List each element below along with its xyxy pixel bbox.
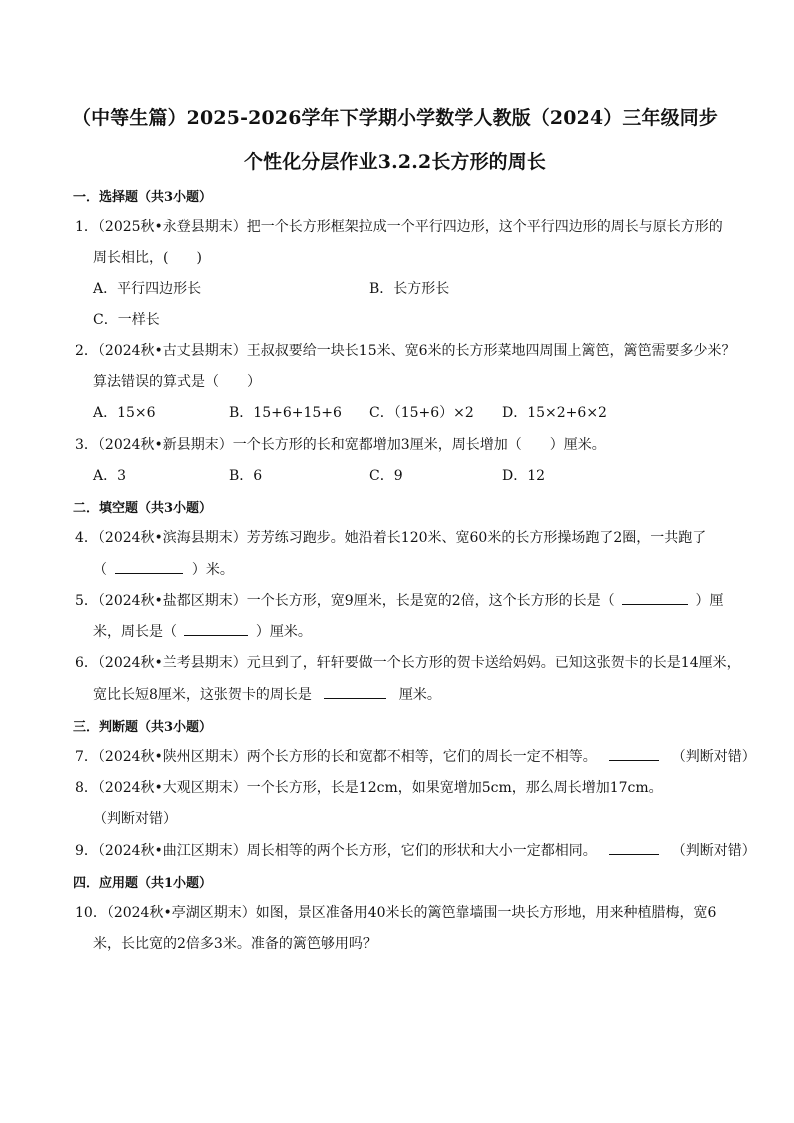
question-2-line2: 算法错误的算式是（ ） bbox=[93, 374, 261, 390]
question-6-answer-blank[interactable] bbox=[324, 686, 386, 699]
question-10-line2: 米，长比宽的2倍多3米。准备的篱笆够用吗？ bbox=[93, 936, 377, 952]
question-6-line2 bbox=[93, 684, 441, 704]
question-6-line1: 6．（2024秋•兰考县期末）元旦到了，轩轩要做一个长方形的贺卡送给妈妈。已知这张贺卡的长是14厘米， bbox=[75, 655, 741, 671]
question-7-text: 7．（2024秋•陕州区期末）两个长方形的长和宽都不相等，它们的周长一定不相等。 bbox=[75, 749, 597, 765]
question-7-tail: （判断对错） bbox=[671, 749, 756, 765]
question-8-line1: 8．（2024秋•大观区期末）一个长方形，长是12cm，如果宽增加5cm，那么周长增加17cm。 bbox=[75, 780, 663, 796]
question-9-answer-blank[interactable] bbox=[609, 842, 659, 855]
question-5-line2 bbox=[93, 621, 312, 641]
question-6-text-a: 宽比长短8厘米，这张贺卡的周长是 bbox=[93, 687, 312, 703]
question-1-option-b[interactable]: B．长方形长 bbox=[369, 281, 450, 297]
question-3-line1: 3．（2024秋•新县期末）一个长方形的长和宽都增加3厘米，周长增加（ ）厘米。 bbox=[75, 437, 606, 453]
section-heading-application: 四．应用题（共1小题） bbox=[73, 876, 213, 891]
question-5-line1 bbox=[75, 590, 724, 610]
question-2-option-c[interactable]: C．（15+6）×2 bbox=[369, 405, 474, 421]
question-2-line1: 2．（2024秋•古丈县期末）王叔叔要给一块长15米、宽6米的长方形菜地四周围上篱笆，篱笆需要多少米？ bbox=[75, 343, 736, 359]
question-5-text-c: 米，周长是（ bbox=[93, 624, 177, 640]
question-4-line1: 4．（2024秋•滨海县期末）芳芳练习跑步。她沿着长120米、宽60米的长方形操场跑了2圈，一共跑了 bbox=[75, 530, 707, 546]
question-1-option-a[interactable]: A．平行四边形长 bbox=[93, 281, 202, 297]
question-4-answer-blank[interactable] bbox=[115, 561, 183, 574]
question-1-line1: 1．（2025秋•永登县期末）把一个长方形框架拉成一个平行四边形，这个平行四边形的周长与原长方形的 bbox=[75, 219, 723, 235]
question-1-line2: 周长相比，( ) bbox=[93, 250, 202, 266]
question-4-line2 bbox=[93, 559, 234, 579]
question-9-line bbox=[75, 840, 756, 860]
question-9-text: 9．（2024秋•曲江区期末）周长相等的两个长方形，它们的形状和大小一定都相同。 bbox=[75, 843, 597, 859]
section-heading-fill-blank: 二．填空题（共3小题） bbox=[73, 501, 213, 516]
question-10-line1: 10．（2024秋•亭湖区期末）如图，景区准备用40米长的篱笆靠墙围一块长方形地，用来种植腊梅，宽6 bbox=[75, 905, 717, 921]
question-5-text-b: ）厘 bbox=[695, 593, 724, 609]
page-title-line2: 个性化分层作业3.2.2长方形的周长 bbox=[244, 151, 547, 173]
question-4-unit: ）米。 bbox=[191, 562, 234, 578]
question-8-line2: （判断对错） bbox=[93, 811, 177, 827]
section-heading-choice: 一．选择题（共3小题） bbox=[73, 190, 213, 205]
question-2-option-d[interactable]: D．15×2+6×2 bbox=[502, 405, 607, 421]
question-7-line bbox=[75, 746, 756, 766]
question-4-paren-open: （ bbox=[93, 562, 107, 578]
question-5-text-d: ）厘米。 bbox=[255, 624, 312, 640]
question-5-perimeter-blank[interactable] bbox=[184, 623, 248, 636]
question-3-option-d[interactable]: D．12 bbox=[502, 468, 546, 484]
question-3-option-b[interactable]: B．6 bbox=[229, 468, 263, 484]
question-3-option-c[interactable]: C．9 bbox=[369, 468, 403, 484]
question-2-option-a[interactable]: A．15×6 bbox=[93, 405, 156, 421]
question-5-text-a: 5．（2024秋•盐都区期末）一个长方形，宽9厘米，长是宽的2倍，这个长方形的长是（ bbox=[75, 593, 615, 609]
page-title-line1: （中等生篇）2025-2026学年下学期小学数学人教版（2024）三年级同步 bbox=[72, 107, 718, 129]
question-1-option-c[interactable]: C．一样长 bbox=[93, 312, 160, 328]
question-7-answer-blank[interactable] bbox=[609, 748, 659, 761]
question-2-option-b[interactable]: B．15+6+15+6 bbox=[229, 405, 342, 421]
question-5-length-blank[interactable] bbox=[622, 592, 688, 605]
question-3-option-a[interactable]: A．3 bbox=[93, 468, 127, 484]
question-9-tail: （判断对错） bbox=[671, 843, 756, 859]
question-6-unit: 厘米。 bbox=[398, 687, 441, 703]
section-heading-true-false: 三．判断题（共3小题） bbox=[73, 720, 213, 735]
